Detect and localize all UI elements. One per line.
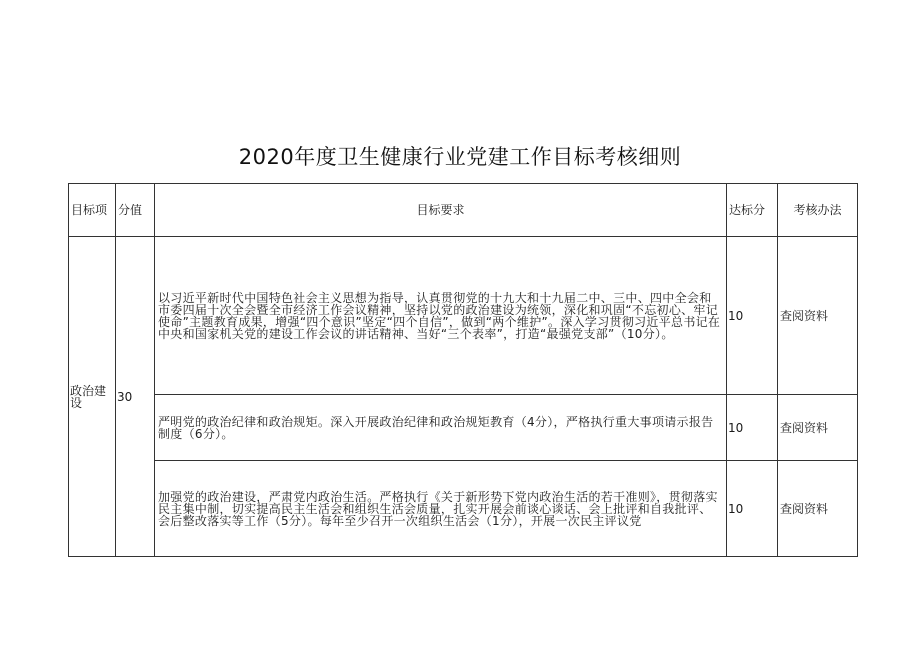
table-row <box>69 237 858 395</box>
table-row <box>69 395 858 461</box>
method-cell: 查阅资料 <box>778 395 858 461</box>
method-cell: 查阅资料 <box>778 237 858 395</box>
requirement-cell: 严明党的政治纪律和政治规矩。深入开展政治纪律和政治规矩教育（4分），严格执行重大事项请示报告制度（6分）。 <box>155 395 727 461</box>
header-item: 目标项 <box>69 184 116 237</box>
score-cell: 10 <box>727 237 778 395</box>
score-cell: 10 <box>727 461 778 557</box>
table-header-row <box>69 184 858 237</box>
group-points-cell: 30 <box>116 237 155 557</box>
score-cell: 10 <box>727 395 778 461</box>
header-points: 分值 <box>116 184 155 237</box>
method-cell: 查阅资料 <box>778 461 858 557</box>
requirement-cell: 以习近平新时代中国特色社会主义思想为指导，认真贯彻党的十九大和十九届二中、三中、四中全会和市委四届十次全会暨全市经济工作会议精神，坚持以党的政治建设为统领，深化和巩固“不忘初心、牢记使命”主题教育成果，增强“四个意识”坚定“四个自信”，做到“两个维护”。深入学习贯彻习近平总书记在中央和国家机关党的建设工作会议的讲话精神、当好“三个表率”，打造“最强党支部”（10分）。 <box>155 237 727 395</box>
table-row <box>69 461 858 557</box>
header-requirement: 目标要求 <box>155 184 727 237</box>
assessment-table <box>68 183 858 557</box>
header-score: 达标分 <box>727 184 778 237</box>
document-title: 2020年度卫生健康行业党建工作目标考核细则 <box>238 145 682 169</box>
header-method: 考核办法 <box>778 184 858 237</box>
requirement-cell: 加强党的政治建设，严肃党内政治生活。严格执行《关于新形势下党内政治生活的若干准则》，贯彻落实民主集中制，切实提高民主生活会和组织生活会质量，扎实开展会前谈心谈话、会上批评和自我批评、会后整改落实等工作（5分）。每年至少召开一次组织生活会（1分），开展一次民主评议党 <box>155 461 727 557</box>
group-name-cell: 政治建设 <box>69 237 116 557</box>
